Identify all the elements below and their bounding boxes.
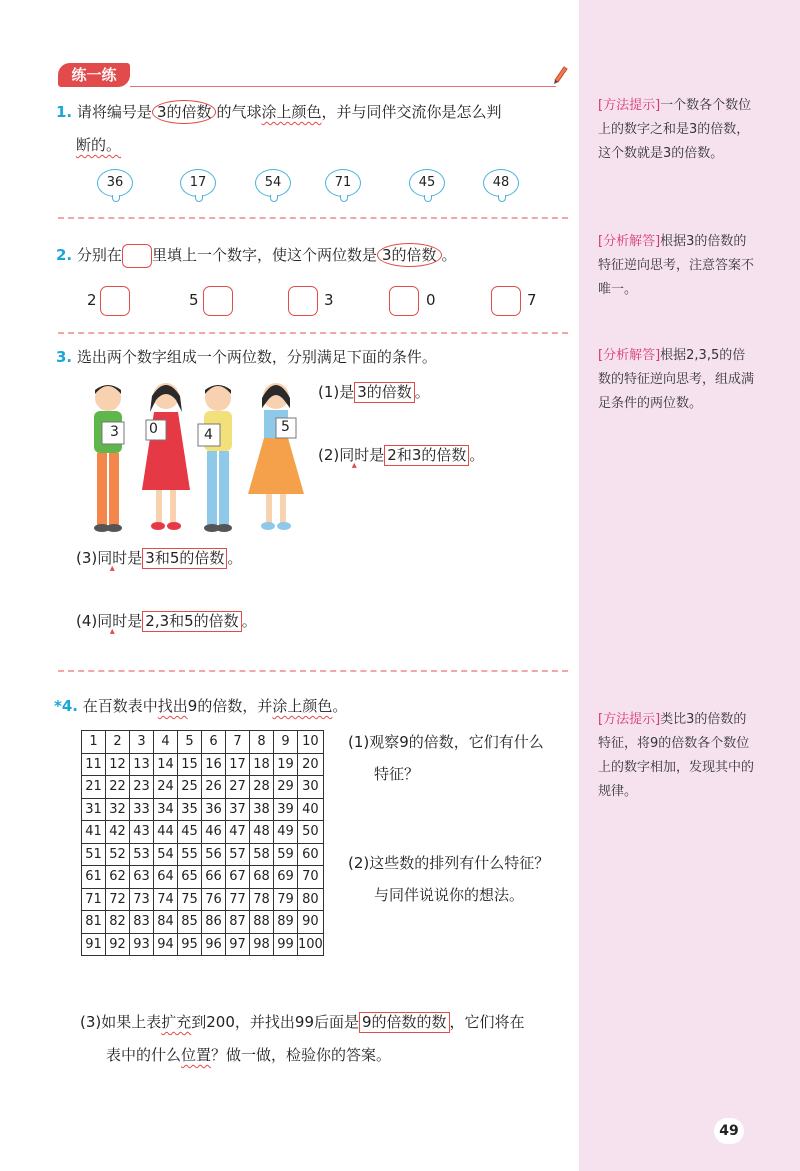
hundred-cell[interactable]: 25 [178, 776, 202, 799]
hundred-cell[interactable]: 8 [250, 731, 274, 754]
hundred-cell[interactable]: 97 [226, 933, 250, 956]
hundred-cell[interactable]: 52 [106, 843, 130, 866]
balloon-4[interactable]: 71 [325, 169, 361, 197]
q3-c1-box: 3的倍数 [354, 382, 415, 403]
tip-method-1 [598, 94, 758, 166]
q3-text: 选出两个数字组成一个两位数，分别满足下面的条件。 [76, 348, 437, 366]
hundred-cell[interactable]: 62 [106, 866, 130, 889]
hundred-cell[interactable]: 65 [178, 866, 202, 889]
page-number: 49 [714, 1118, 744, 1144]
balloon-5[interactable]: 45 [409, 169, 445, 197]
q3-c2-post: 。 [469, 446, 485, 464]
hundred-cell[interactable]: 2 [106, 731, 130, 754]
hundred-row [82, 866, 324, 889]
q3-c1-pre: (1)是 [318, 383, 355, 401]
hundred-cell[interactable]: 15 [178, 753, 202, 776]
hundred-cell[interactable]: 34 [154, 798, 178, 821]
q2-answer-box-1[interactable] [100, 286, 130, 316]
children-illustration [78, 378, 310, 536]
q3-c3-pre: (3) [76, 549, 98, 567]
hundred-cell[interactable]: 23 [130, 776, 154, 799]
q2-answer-box-3[interactable] [288, 286, 318, 316]
q3-c4-pre: (4) [76, 612, 98, 630]
hundred-cell[interactable]: 66 [202, 866, 226, 889]
hundred-cell[interactable]: 84 [154, 911, 178, 934]
tip-text: 根据2,3,5的倍数的特征逆向思考，组成满足条件的两位数。 [598, 348, 755, 411]
hundred-cell[interactable]: 68 [250, 866, 274, 889]
hundred-cell[interactable]: 19 [274, 753, 298, 776]
hundred-cell[interactable]: 14 [154, 753, 178, 776]
hundred-cell[interactable]: 29 [274, 776, 298, 799]
hundred-cell[interactable]: 79 [274, 888, 298, 911]
q2-answer-box-2[interactable] [203, 286, 233, 316]
q1-text-pre: 请将编号是 [76, 103, 152, 121]
q3-c3-is: 是 [127, 549, 143, 567]
hundred-cell[interactable]: 39 [274, 798, 298, 821]
balloon-1[interactable]: 36 [97, 169, 133, 197]
card-digit-3: 4 [204, 427, 213, 443]
hundred-cell[interactable]: 47 [226, 821, 250, 844]
tip-text: 类比3的倍数的特征，将9的倍数各个数位上的数字相加，发现其中的规律。 [598, 712, 755, 799]
q4-sub1-line1: (1)观察9的倍数，它们有什么 [348, 733, 544, 751]
tips-sidebar [579, 0, 800, 1171]
hundred-cell[interactable]: 70 [298, 866, 324, 889]
hundred-row [82, 776, 324, 799]
q4-text-mid: 9的倍数，并 [187, 697, 273, 715]
q3-c4-post: 。 [241, 612, 257, 630]
card-digit-1: 3 [110, 424, 119, 440]
q2-digit-3: 3 [324, 291, 334, 309]
hundred-cell[interactable]: 30 [298, 776, 324, 799]
card-digit-4: 5 [281, 419, 290, 435]
hundred-cell[interactable]: 99 [274, 933, 298, 956]
hundred-cell[interactable]: 40 [298, 798, 324, 821]
hundred-cell[interactable]: 35 [178, 798, 202, 821]
q1-paint: 涂上颜色 [261, 103, 322, 121]
hundred-cell[interactable]: 93 [130, 933, 154, 956]
tip-analysis-2 [598, 344, 758, 416]
hundred-cell[interactable]: 82 [106, 911, 130, 934]
q1-text-mid: 的气球 [216, 103, 262, 121]
q4-sub3-line1 [80, 1011, 525, 1033]
hundred-cell[interactable]: 94 [154, 933, 178, 956]
hundred-cell[interactable]: 9 [274, 731, 298, 754]
q2-digit-4: 0 [426, 291, 436, 309]
hundred-cell[interactable]: 32 [106, 798, 130, 821]
q3-number: 3. [56, 348, 73, 366]
q4-sub3-line2 [106, 1044, 391, 1066]
practice-banner: 练一练 [58, 63, 130, 87]
tip-tag: [方法提示] [598, 712, 661, 727]
hundred-row [82, 798, 324, 821]
tip-method-2 [598, 708, 758, 804]
q2-text-post: 。 [441, 246, 457, 264]
card-digit-2: 0 [149, 421, 158, 437]
q4-s3-box: 9的倍数的数 [359, 1012, 450, 1033]
hundred-cell[interactable]: 13 [130, 753, 154, 776]
hundred-cell[interactable]: 76 [202, 888, 226, 911]
hundred-cell[interactable]: 63 [130, 866, 154, 889]
hundred-cell[interactable]: 71 [82, 888, 106, 911]
tip-tag: [分析解答] [598, 234, 661, 249]
hundred-cell[interactable]: 90 [298, 911, 324, 934]
q3-c2-pre: (2) [318, 446, 340, 464]
q2-sample-box [122, 244, 152, 268]
hundred-cell[interactable]: 22 [106, 776, 130, 799]
hundred-cell[interactable]: 17 [226, 753, 250, 776]
hundred-cell[interactable]: 36 [202, 798, 226, 821]
hundred-cell[interactable]: 49 [274, 821, 298, 844]
q4-paint: 涂上颜色 [272, 697, 333, 715]
tip-analysis-1 [598, 230, 758, 302]
hundred-cell[interactable]: 56 [202, 843, 226, 866]
q4-number: *4. [54, 697, 78, 715]
hundred-cell[interactable]: 61 [82, 866, 106, 889]
q3-condition-2 [318, 444, 484, 466]
hundred-row [82, 843, 324, 866]
q4-text-pre: 在百数表中 [82, 697, 158, 715]
q2-text-pre: 分别在 [76, 246, 122, 264]
q2-number: 2. [56, 246, 73, 264]
tip-tag: [方法提示] [598, 98, 661, 113]
hundred-cell[interactable]: 100 [298, 933, 324, 956]
hundred-cell[interactable]: 87 [226, 911, 250, 934]
hundred-cell[interactable]: 59 [274, 843, 298, 866]
q2-digit-2: 5 [189, 291, 199, 309]
hundred-cell[interactable]: 80 [298, 888, 324, 911]
hundred-cell[interactable]: 83 [130, 911, 154, 934]
q4-line [54, 695, 347, 717]
q3-c2-is: 是 [369, 446, 385, 464]
hundred-cell[interactable]: 7 [226, 731, 250, 754]
hundred-cell[interactable]: 46 [202, 821, 226, 844]
hundred-cell[interactable]: 85 [178, 911, 202, 934]
hundred-cell[interactable]: 20 [298, 753, 324, 776]
hundred-cell[interactable]: 24 [154, 776, 178, 799]
hundred-cell[interactable]: 44 [154, 821, 178, 844]
q4-s3-expand: 扩充 [161, 1013, 192, 1031]
hundred-cell[interactable]: 86 [202, 911, 226, 934]
hundred-cell[interactable]: 10 [298, 731, 324, 754]
hundred-cell[interactable]: 5 [178, 731, 202, 754]
hundred-cell[interactable]: 64 [154, 866, 178, 889]
hundred-cell[interactable]: 42 [106, 821, 130, 844]
q4-sub2-line2: 与同伴说说你的想法。 [374, 886, 525, 904]
hundred-cell[interactable]: 72 [106, 888, 130, 911]
hundred-cell[interactable]: 53 [130, 843, 154, 866]
hundred-row [82, 933, 324, 956]
q4-s3-pre: (3)如果上表 [80, 1013, 162, 1031]
q3-c3-box: 3和5的倍数 [142, 548, 227, 569]
hundred-cell[interactable]: 73 [130, 888, 154, 911]
q4-s3-mid: 到200，并找出99后面是 [191, 1013, 359, 1031]
hundred-cell[interactable]: 67 [226, 866, 250, 889]
q2-target: 3的倍数 [377, 243, 442, 267]
pencil-icon [552, 64, 568, 84]
q1-line2 [76, 134, 121, 156]
hundred-cell[interactable]: 26 [202, 776, 226, 799]
hundred-cell[interactable]: 11 [82, 753, 106, 776]
hundred-cell[interactable]: 57 [226, 843, 250, 866]
hundred-row [82, 911, 324, 934]
hundred-cell[interactable]: 58 [250, 843, 274, 866]
q4-s3b-pre: 表中的什么 [106, 1046, 182, 1064]
hundred-cell[interactable]: 51 [82, 843, 106, 866]
hundred-cell[interactable]: 60 [298, 843, 324, 866]
balloon-2[interactable]: 17 [180, 169, 216, 197]
hundred-cell[interactable]: 98 [250, 933, 274, 956]
hundred-cell[interactable]: 50 [298, 821, 324, 844]
q1-number: 1. [56, 103, 73, 121]
hundred-cell[interactable]: 16 [202, 753, 226, 776]
q2-digit-1: 2 [87, 291, 97, 309]
balloon-3[interactable]: 54 [255, 169, 291, 197]
hundred-cell[interactable]: 28 [250, 776, 274, 799]
hundred-cell[interactable]: 45 [178, 821, 202, 844]
hundred-cell[interactable]: 89 [274, 911, 298, 934]
hundred-cell[interactable]: 74 [154, 888, 178, 911]
hundred-cell[interactable]: 3 [130, 731, 154, 754]
q3-c2-box: 2和3的倍数 [384, 445, 469, 466]
q2-answer-box-5[interactable] [491, 286, 521, 316]
separator [58, 670, 568, 672]
q1-line1 [56, 100, 502, 124]
q3-condition-1 [318, 381, 430, 403]
q2-digit-5: 7 [527, 291, 537, 309]
tip-text: 根据3的倍数的特征逆向思考，注意答案不唯一。 [598, 234, 755, 297]
q1-text-post: ，并与同伴交流你是怎么判 [321, 103, 502, 121]
q3-condition-4 [76, 610, 257, 632]
q3-condition-3 [76, 547, 242, 569]
q1-target: 3的倍数 [152, 100, 217, 124]
tip-text: 一个数各个数位上的数字之和是3的倍数，这个数就是3的倍数。 [598, 98, 752, 161]
q3-c4-box: 2,3和5的倍数 [142, 611, 241, 632]
hundred-cell[interactable]: 69 [274, 866, 298, 889]
q3-c3-same: 同时 ▴ [97, 549, 127, 567]
hundred-cell[interactable]: 78 [250, 888, 274, 911]
q4-find: 找出 [157, 697, 188, 715]
q2-answer-box-4[interactable] [389, 286, 419, 316]
q4-sub1-line2: 特征？ [374, 765, 420, 783]
hundred-cell[interactable]: 1 [82, 731, 106, 754]
q4-s3-post: ，它们将在 [449, 1013, 525, 1031]
tip-tag: [分析解答] [598, 348, 661, 363]
separator [58, 332, 568, 334]
q2-line [56, 243, 457, 268]
hundred-cell[interactable]: 95 [178, 933, 202, 956]
q3-c4-same: 同时 ▴ [97, 612, 127, 630]
hundred-row [82, 821, 324, 844]
hundred-cell[interactable]: 54 [154, 843, 178, 866]
hundred-cell[interactable]: 77 [226, 888, 250, 911]
hundred-row [82, 731, 324, 754]
q4-text-post: 。 [332, 697, 348, 715]
hundred-cell[interactable]: 31 [82, 798, 106, 821]
hundred-cell[interactable]: 37 [226, 798, 250, 821]
hundred-chart [81, 730, 324, 956]
hundred-cell[interactable]: 88 [250, 911, 274, 934]
balloon-6[interactable]: 48 [483, 169, 519, 197]
hundred-cell[interactable]: 21 [82, 776, 106, 799]
q3-c2-same: 同时 ▴ [339, 446, 369, 464]
q4-s3b-pos: 位置 [181, 1046, 212, 1064]
q2-text-mid: 里填上一个数字，使这个两位数是 [151, 246, 377, 264]
hundred-cell[interactable]: 12 [106, 753, 130, 776]
hundred-cell[interactable]: 6 [202, 731, 226, 754]
q3-c4-is: 是 [127, 612, 143, 630]
separator [58, 217, 568, 219]
banner-underline [130, 86, 556, 87]
hundred-cell[interactable]: 27 [226, 776, 250, 799]
hundred-cell[interactable]: 75 [178, 888, 202, 911]
hundred-cell[interactable]: 81 [82, 911, 106, 934]
hundred-cell[interactable]: 91 [82, 933, 106, 956]
q3-c1-post: 。 [414, 383, 430, 401]
hundred-row [82, 753, 324, 776]
hundred-cell[interactable]: 55 [178, 843, 202, 866]
hundred-cell[interactable]: 38 [250, 798, 274, 821]
hundred-cell[interactable]: 33 [130, 798, 154, 821]
q4-sub2-line1: (2)这些数的排列有什么特征？ [348, 854, 550, 872]
hundred-cell[interactable]: 92 [106, 933, 130, 956]
hundred-cell[interactable]: 48 [250, 821, 274, 844]
hundred-cell[interactable]: 41 [82, 821, 106, 844]
q4-s3b-post: ？做一做，检验你的答案。 [211, 1046, 392, 1064]
hundred-row [82, 888, 324, 911]
q3-line [56, 346, 437, 368]
hundred-cell[interactable]: 43 [130, 821, 154, 844]
q1-line2-text: 断的。 [76, 136, 122, 154]
q3-c3-post: 。 [227, 549, 243, 567]
hundred-cell[interactable]: 4 [154, 731, 178, 754]
hundred-cell[interactable]: 18 [250, 753, 274, 776]
hundred-cell[interactable]: 96 [202, 933, 226, 956]
